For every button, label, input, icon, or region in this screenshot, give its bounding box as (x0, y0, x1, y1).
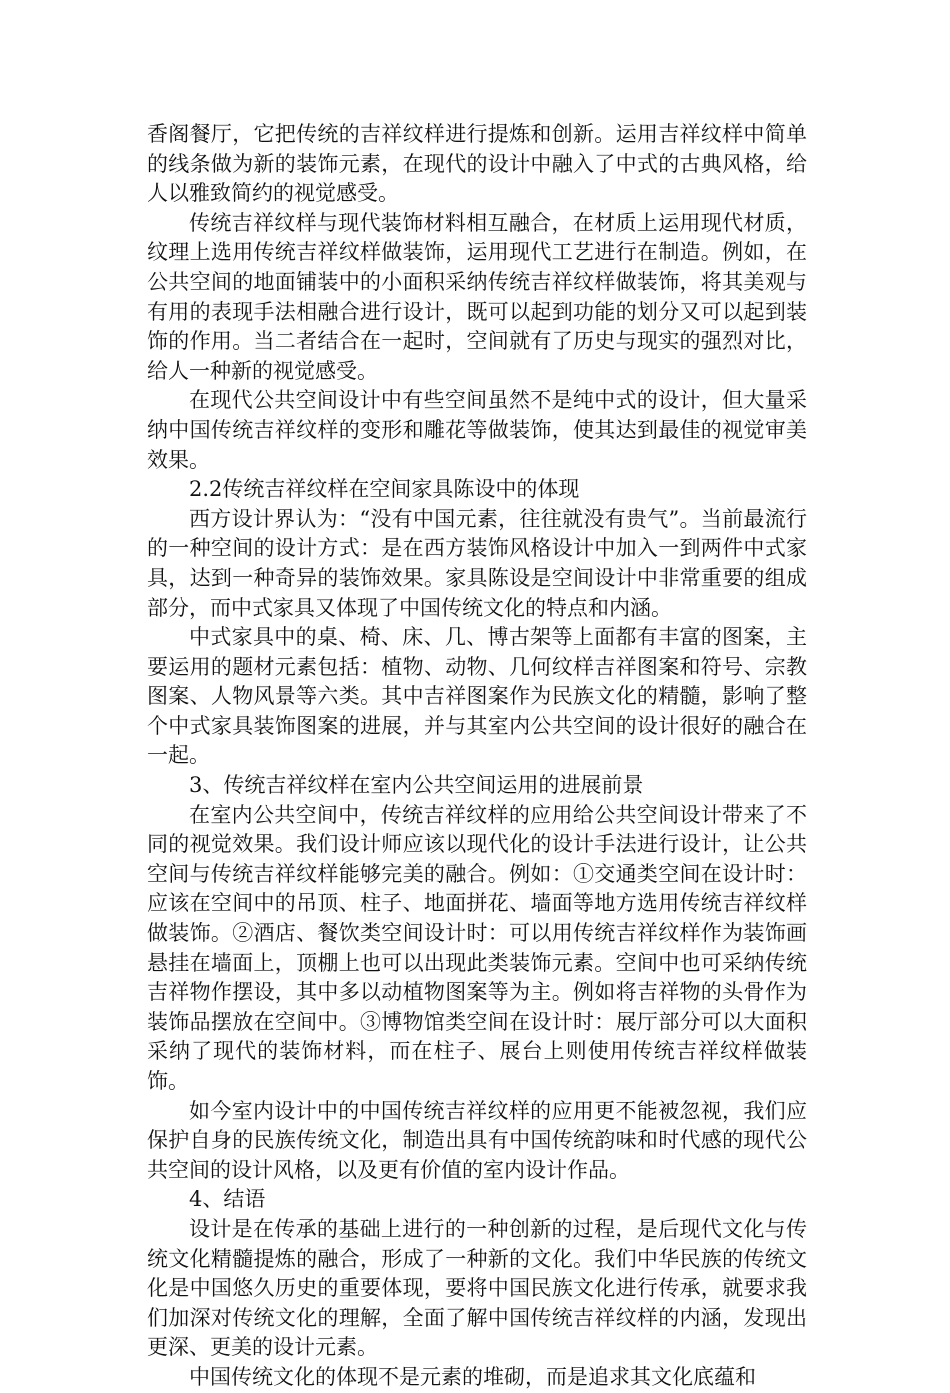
paragraph-8: 设计是在传承的基础上进行的一种创新的过程，是后现代文化与传统文化精髓提炼的融合，形成了一种新的文化。我们中华民族的传统文化是中国悠久历史的重要体现，要将中国民族文化进行传承，就要求我们加深对传统文化的理解，全面了解中国传统吉祥纹样的内涵，发现出更深、更美的设计元素。 (147, 1216, 807, 1360)
section-heading-4: 4、结语 (189, 1187, 266, 1212)
paragraph-1: 香阁餐厅，它把传统的吉祥纹样进行提炼和创新。运用吉祥纹样中简单的线条做为新的装饰元素，在现代的设计中融入了中式的古典风格，给人以雅致简约的视觉感受。 (147, 122, 807, 206)
document-body (147, 120, 807, 1393)
section-heading-2-2: 2.2传统吉祥纹样在空间家具陈设中的体现 (189, 477, 580, 502)
paragraph-5: 中式家具中的桌、椅、床、几、博古架等上面都有丰富的图案，主要运用的题材元素包括：植物、动物、几何纹样吉祥图案和符号、宗教图案、人物风景等六类。其中吉祥图案作为民族文化的精髓，影响了整个中式家具装饰图案的进展，并与其室内公共空间的设计很好的融合在一起。 (147, 625, 807, 768)
paragraph-9: 中国传统文化的体现不是元素的堆砌，而是追求其文化底蕴和 (189, 1364, 756, 1389)
section-heading-3: 3、传统吉祥纹样在室内公共空间运用的进展前景 (189, 773, 644, 798)
paragraph-7: 如今室内设计中的中国传统吉祥纹样的应用更不能被忽视，我们应保护自身的民族传统文化，制造出具有中国传统韵味和时代感的现代公共空间的设计风格，以及更有价值的室内设计作品。 (147, 1098, 807, 1182)
paragraph-2: 传统吉祥纹样与现代装饰材料相互融合，在材质上运用现代材质，纹理上选用传统吉祥纹样做装饰，运用现代工艺进行在制造。例如，在公共空间的地面铺装中的小面积采纳传统吉祥纹样做装饰，将其美观与有用的表现手法相融合进行设计，既可以起到功能的划分又可以起到装饰的作用。当二者结合在一起时，空间就有了历史与现实的强烈对比，给人一种新的视觉感受。 (147, 210, 807, 383)
paragraph-3: 在现代公共空间设计中有些空间虽然不是纯中式的设计，但大量采纳中国传统吉祥纹样的变形和雕花等做装饰，使其达到最佳的视觉审美效果。 (147, 388, 807, 472)
paragraph-4: 西方设计界认为：“没有中国元素，往往就没有贵气”。当前最流行的一种空间的设计方式：是在西方装饰风格设计中加入一到两件中式家具，达到一种奇异的装饰效果。家具陈设是空间设计中非常重要的组成部分，而中式家具又体现了中国传统文化的特点和内涵。 (147, 506, 807, 620)
paragraph-6: 在室内公共空间中，传统吉祥纹样的应用给公共空间设计带来了不同的视觉效果。我们设计师应该以现代化的设计手法进行设计，让公共空间与传统吉祥纹样能够完美的融合。例如：①交通类空间在设计时：应该在空间中的吊顶、柱子、地面拼花、墙面等地方选用传统吉祥纹样做装饰。②酒店、餐饮类空间设计时：可以用传统吉祥纹样作为装饰画悬挂在墙面上，顶棚上也可以出现此类装饰元素。空间中也可采纳传统吉祥物作摆设，其中多以动植物图案等为主。例如将吉祥物的头骨作为装饰品摆放在空间中。③博物馆类空间在设计时：展厅部分可以大面积采纳了现代的装饰材料，而在柱子、展台上则使用传统吉祥纹样做装饰。 (147, 802, 807, 1093)
